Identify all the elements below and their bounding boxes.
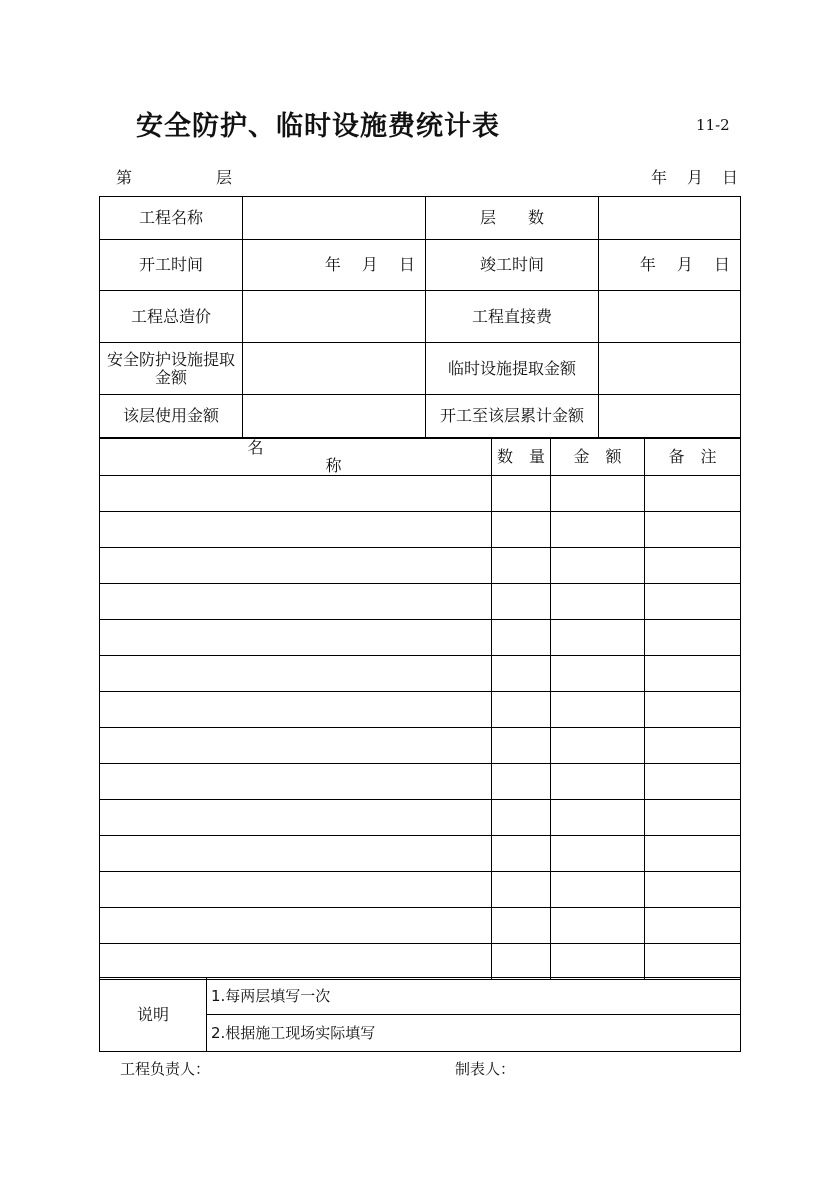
safety-amount-label [100,343,243,395]
table-row [100,512,741,548]
item-name-cell[interactable] [100,584,492,620]
item-remarks-cell[interactable] [645,728,741,764]
start-date-field[interactable]: 年 月 日 [243,240,426,291]
table-row [100,800,741,836]
item-remarks-cell[interactable] [645,656,741,692]
item-remarks-cell[interactable] [645,800,741,836]
date-year: 年 [651,168,668,187]
total-cost-field[interactable] [243,291,426,343]
item-name-cell[interactable] [100,944,492,980]
table-row [100,656,741,692]
project-name-field[interactable] [243,197,426,240]
item-remarks-cell[interactable] [645,620,741,656]
items-table [99,438,741,980]
item-quantity-cell[interactable] [492,908,551,944]
item-amount-cell[interactable] [551,872,645,908]
item-name-cell[interactable] [100,908,492,944]
item-remarks-cell[interactable] [645,476,741,512]
item-name-cell[interactable] [100,476,492,512]
floor-usage-field[interactable] [243,395,426,438]
header-amount: 金 额 [551,439,645,476]
header-name-char2: 称 [325,456,342,475]
page-title: 安全防护、临时设施费统计表 [136,111,500,142]
safety-amount-field[interactable] [243,343,426,395]
item-name-cell[interactable] [100,656,492,692]
item-name-cell[interactable] [100,764,492,800]
table-row [100,764,741,800]
item-quantity-cell[interactable] [492,836,551,872]
finish-date-field[interactable]: 年 月 日 [599,240,741,291]
item-amount-cell[interactable] [551,692,645,728]
start-time-label: 开工时间 [100,240,243,291]
project-lead-label: 工程负责人： [120,1060,211,1078]
table-row [100,620,741,656]
header-remarks: 备 注 [645,439,741,476]
table-row [100,944,741,980]
table-row [100,728,741,764]
table-row [100,476,741,512]
item-quantity-cell[interactable] [492,476,551,512]
notes-label: 说明 [100,978,207,1052]
item-remarks-cell[interactable] [645,764,741,800]
table-row [100,548,741,584]
table-row [100,872,741,908]
item-name-cell[interactable] [100,620,492,656]
item-amount-cell[interactable] [551,728,645,764]
note-line-2: 2.根据施工现场实际填写 [207,1015,741,1052]
table-row [100,908,741,944]
cumulative-amount-field[interactable] [599,395,741,438]
item-name-cell[interactable] [100,872,492,908]
table-row [100,692,741,728]
form-number: 11-2 [696,116,730,134]
item-amount-cell[interactable] [551,656,645,692]
item-remarks-cell[interactable] [645,836,741,872]
item-amount-cell[interactable] [551,908,645,944]
header-name [100,439,492,476]
temp-facility-amount-field[interactable] [599,343,741,395]
item-amount-cell[interactable] [551,548,645,584]
safety-amount-label-line1: 安全防护设施提取 [106,349,235,369]
item-quantity-cell[interactable] [492,620,551,656]
item-remarks-cell[interactable] [645,908,741,944]
cumulative-amount-label: 开工至该层累计金额 [426,395,599,438]
floors-label: 层 数 [426,197,599,240]
preparer-label: 制表人： [455,1060,516,1078]
direct-cost-label: 工程直接费 [426,291,599,343]
floor-suffix: 层 [216,168,233,187]
item-amount-cell[interactable] [551,836,645,872]
note-line-1: 1.每两层填写一次 [207,978,741,1015]
item-name-cell[interactable] [100,800,492,836]
item-remarks-cell[interactable] [645,512,741,548]
floor-prefix: 第 [116,168,133,187]
item-name-cell[interactable] [100,836,492,872]
item-remarks-cell[interactable] [645,548,741,584]
direct-cost-field[interactable] [599,291,741,343]
item-remarks-cell[interactable] [645,692,741,728]
item-remarks-cell[interactable] [645,872,741,908]
item-name-cell[interactable] [100,548,492,584]
item-quantity-cell[interactable] [492,512,551,548]
item-quantity-cell[interactable] [492,656,551,692]
date-day: 日 [722,168,739,187]
item-remarks-cell[interactable] [645,584,741,620]
item-amount-cell[interactable] [551,764,645,800]
item-remarks-cell[interactable] [645,944,741,980]
project-info-table [99,196,741,438]
item-name-cell[interactable] [100,512,492,548]
item-quantity-cell[interactable] [492,872,551,908]
total-cost-label: 工程总造价 [100,291,243,343]
table-row [100,584,741,620]
item-name-cell[interactable] [100,728,492,764]
date-month: 月 [687,168,704,187]
table-row [100,836,741,872]
items-header-row [100,439,741,476]
floors-field[interactable] [599,197,741,240]
project-name-label: 工程名称 [100,197,243,240]
header-name-char1: 名 [247,438,264,457]
item-amount-cell[interactable] [551,584,645,620]
safety-amount-label-line2: 金额 [154,367,187,387]
item-quantity-cell[interactable] [492,548,551,584]
item-quantity-cell[interactable] [492,692,551,728]
item-amount-cell[interactable] [551,620,645,656]
item-amount-cell[interactable] [551,800,645,836]
item-amount-cell[interactable] [551,476,645,512]
item-amount-cell[interactable] [551,512,645,548]
floor-usage-label: 该层使用金额 [100,395,243,438]
finish-time-label: 竣工时间 [426,240,599,291]
header-quantity: 数 量 [492,439,551,476]
notes-table [99,977,741,1052]
item-quantity-cell[interactable] [492,584,551,620]
item-amount-cell[interactable] [551,944,645,980]
item-quantity-cell[interactable] [492,944,551,980]
item-name-cell[interactable] [100,692,492,728]
temp-facility-amount-label: 临时设施提取金额 [426,343,599,395]
item-quantity-cell[interactable] [492,728,551,764]
item-quantity-cell[interactable] [492,800,551,836]
item-quantity-cell[interactable] [492,764,551,800]
